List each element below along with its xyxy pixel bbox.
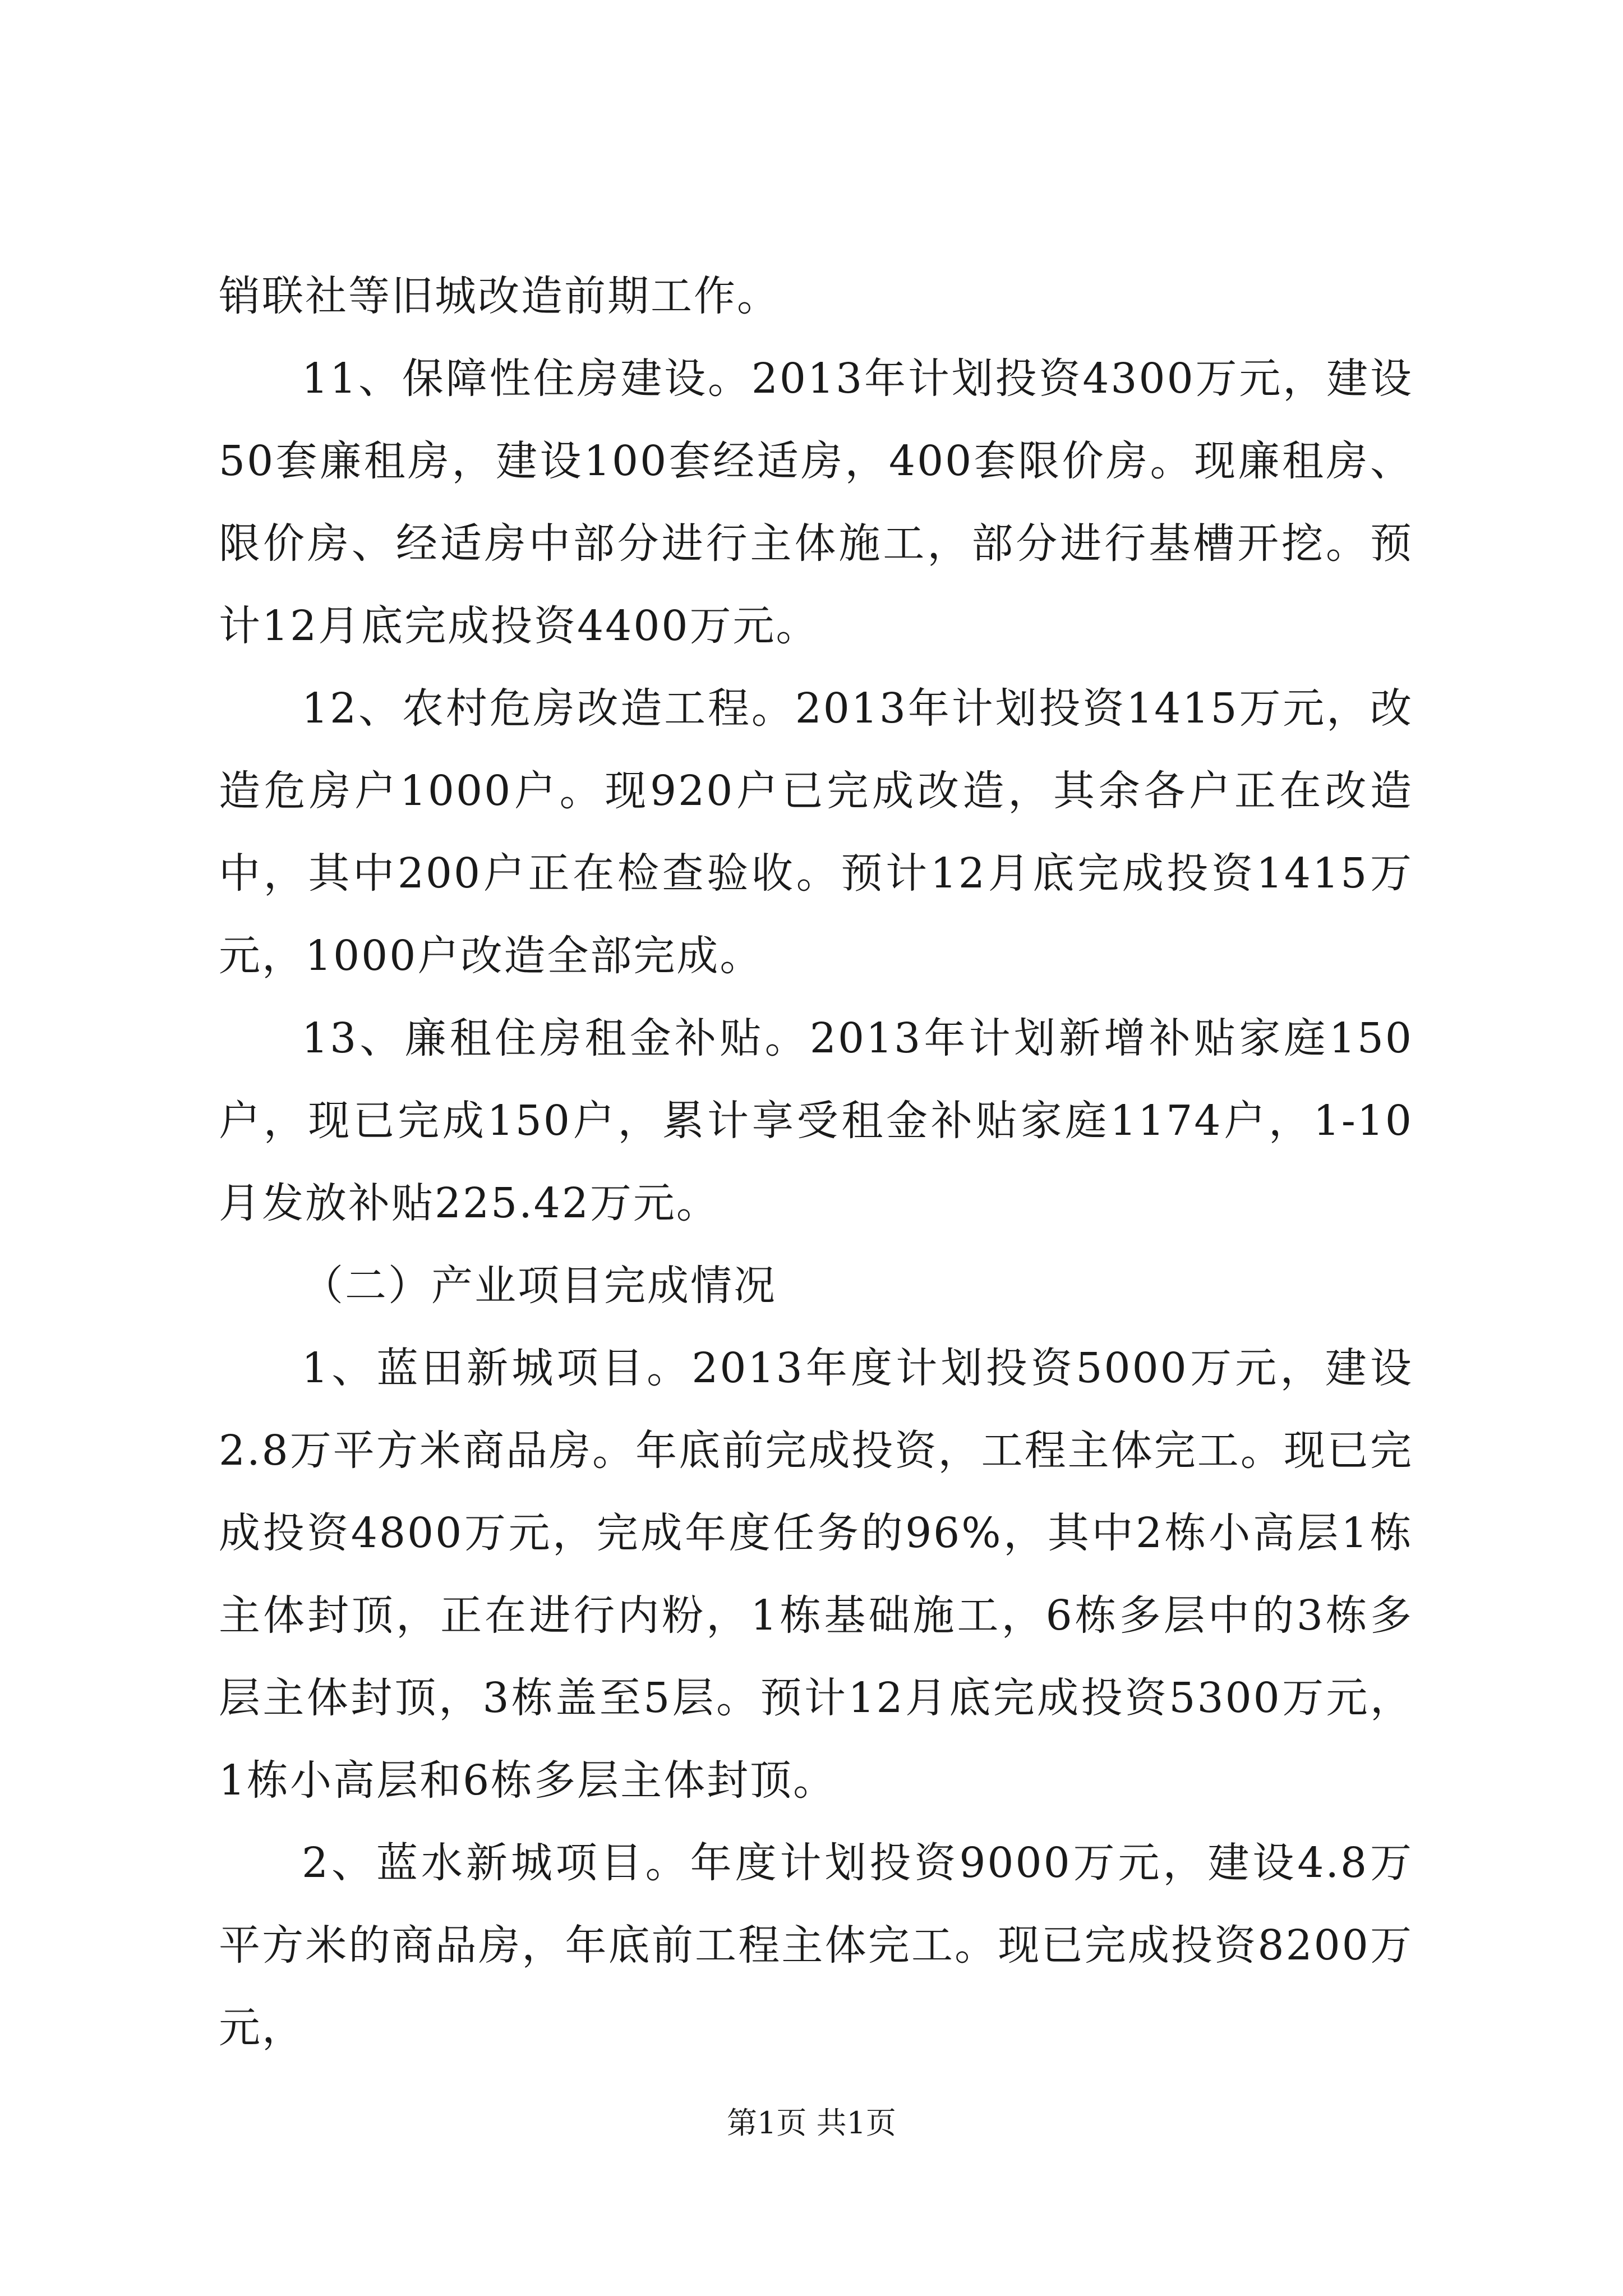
paragraph-industry-2: 2、蓝水新城项目。年度计划投资9000万元，建设4.8万平方米的商品房，年底前工程主体完工。现已完成投资8200万元， bbox=[219, 1839, 1413, 2052]
section-heading: （二）产业项目完成情况 bbox=[302, 1262, 777, 1310]
page-footer: 第1页 共1页 bbox=[727, 2105, 896, 2141]
paragraph-industry-1: 1、蓝田新城项目。2013年度计划投资5000万元，建设2.8万平方米商品房。年底前完成投资，工程主体完工。现已完成投资4800万元，完成年度任务的96%，其中2栋小高层1栋主体封顶，正在进行内粉，1栋基础施工，6栋多层中的3栋多层主体封顶，3栋盖至5层。预计12月底完成投资5300万元，1栋小高层和6栋多层主体封顶。 bbox=[219, 1344, 1413, 1805]
document-body bbox=[219, 255, 1413, 2069]
paragraph-item-11: 11、保障性住房建设。2013年计划投资4300万元，建设50套廉租房，建设100套经适房，400套限价房。现廉租房、限价房、经适房中部分进行主体施工，部分进行基槽开挖。预计12月底完成投资4400万元。 bbox=[219, 355, 1413, 650]
paragraph-item-13: 13、廉租住房租金补贴。2013年计划新增补贴家庭150户，现已完成150户，累计享受租金补贴家庭1174户，1-10月发放补贴225.42万元。 bbox=[219, 1014, 1413, 1227]
paragraph-item-12: 12、农村危房改造工程。2013年计划投资1415万元，改造危房户1000户。现920户已完成改造，其余各户正在改造中，其中200户正在检查验收。预计12月底完成投资1415万元，1000户改造全部完成。 bbox=[219, 684, 1413, 980]
paragraph-continuation: 销联社等旧城改造前期工作。 bbox=[219, 272, 780, 320]
